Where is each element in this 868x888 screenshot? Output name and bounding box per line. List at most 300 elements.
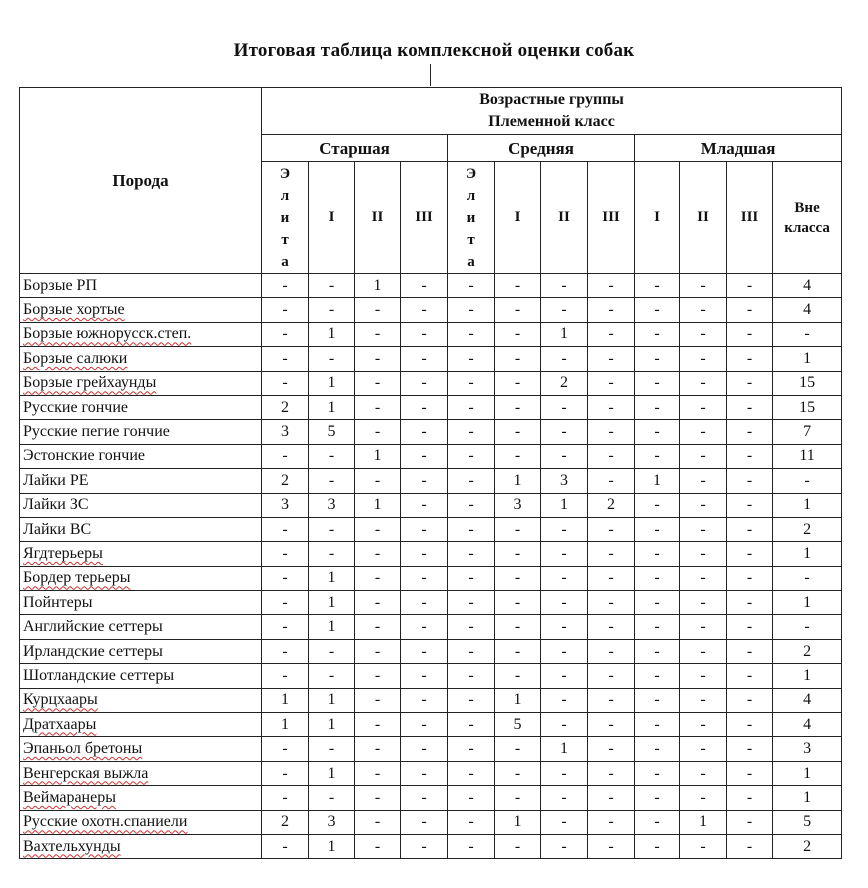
value-cell: 3: [773, 737, 842, 761]
value-cell: -: [355, 713, 401, 737]
value-cell: -: [635, 566, 680, 590]
value-cell: -: [448, 517, 495, 541]
value-cell: -: [635, 444, 680, 468]
value-cell: -: [401, 517, 448, 541]
value-cell: 5: [495, 713, 541, 737]
value-cell: -: [448, 810, 495, 834]
breed-cell: Эпаньол бретоны: [20, 737, 262, 761]
value-cell: -: [727, 688, 773, 712]
value-cell: -: [727, 274, 773, 298]
value-cell: -: [262, 761, 309, 785]
value-cell: -: [448, 469, 495, 493]
value-cell: -: [448, 688, 495, 712]
table-row: [20, 615, 842, 639]
breed-cell: Веймаранеры: [20, 786, 262, 810]
value-cell: 2: [262, 395, 309, 419]
value-cell: -: [680, 347, 727, 371]
table-row: [20, 566, 842, 590]
value-cell: -: [635, 517, 680, 541]
breed-column-header: Порода: [20, 88, 262, 274]
value-cell: -: [448, 493, 495, 517]
breed-cell: Борзые РП: [20, 274, 262, 298]
table-row: [20, 469, 842, 493]
value-cell: -: [727, 737, 773, 761]
value-cell: -: [401, 420, 448, 444]
value-cell: -: [588, 688, 635, 712]
value-cell: -: [262, 347, 309, 371]
value-cell: -: [541, 615, 588, 639]
value-cell: -: [309, 664, 355, 688]
value-cell: -: [680, 493, 727, 517]
age-middle-header: Средняя: [448, 135, 635, 162]
value-cell: -: [727, 420, 773, 444]
table-row: [20, 810, 842, 834]
value-cell: -: [495, 566, 541, 590]
table-row: [20, 786, 842, 810]
value-cell: -: [541, 786, 588, 810]
value-cell: -: [401, 395, 448, 419]
table-row: [20, 322, 842, 346]
table-row: [20, 420, 842, 444]
value-cell: 15: [773, 395, 842, 419]
value-cell: -: [680, 786, 727, 810]
value-cell: 3: [309, 810, 355, 834]
value-cell: -: [401, 688, 448, 712]
value-cell: -: [727, 615, 773, 639]
value-cell: -: [448, 371, 495, 395]
value-cell: -: [448, 761, 495, 785]
value-cell: -: [635, 615, 680, 639]
value-cell: -: [727, 810, 773, 834]
class-3-header: III: [588, 162, 635, 274]
value-cell: -: [495, 591, 541, 615]
value-cell: -: [680, 322, 727, 346]
class-elite-header: Э л и т а: [448, 162, 495, 274]
value-cell: 4: [773, 298, 842, 322]
value-cell: -: [495, 274, 541, 298]
value-cell: 2: [773, 639, 842, 663]
value-cell: 11: [773, 444, 842, 468]
value-cell: -: [727, 591, 773, 615]
value-cell: 1: [680, 810, 727, 834]
value-cell: -: [680, 444, 727, 468]
value-cell: 1: [495, 469, 541, 493]
value-cell: 3: [309, 493, 355, 517]
value-cell: -: [588, 444, 635, 468]
value-cell: -: [448, 274, 495, 298]
value-cell: 1: [541, 737, 588, 761]
value-cell: -: [495, 298, 541, 322]
value-cell: -: [727, 444, 773, 468]
value-cell: -: [309, 274, 355, 298]
value-cell: -: [495, 737, 541, 761]
breed-cell: Лайки ЗС: [20, 493, 262, 517]
value-cell: -: [727, 395, 773, 419]
value-cell: -: [727, 566, 773, 590]
value-cell: 1: [309, 566, 355, 590]
value-cell: -: [309, 469, 355, 493]
value-cell: 1: [541, 493, 588, 517]
value-cell: -: [541, 834, 588, 858]
value-cell: -: [401, 713, 448, 737]
value-cell: -: [680, 664, 727, 688]
breed-cell: Русские пегие гончие: [20, 420, 262, 444]
value-cell: -: [588, 469, 635, 493]
value-cell: -: [541, 713, 588, 737]
value-cell: -: [262, 444, 309, 468]
value-cell: 1: [309, 395, 355, 419]
value-cell: 2: [541, 371, 588, 395]
value-cell: -: [355, 664, 401, 688]
value-cell: 1: [355, 444, 401, 468]
value-cell: -: [541, 517, 588, 541]
value-cell: -: [727, 298, 773, 322]
value-cell: -: [355, 834, 401, 858]
value-cell: -: [588, 664, 635, 688]
value-cell: -: [588, 810, 635, 834]
value-cell: -: [588, 761, 635, 785]
value-cell: -: [541, 395, 588, 419]
class-1-header: I: [635, 162, 680, 274]
value-cell: -: [588, 517, 635, 541]
value-cell: 1: [309, 371, 355, 395]
value-cell: -: [727, 761, 773, 785]
value-cell: -: [680, 761, 727, 785]
value-cell: -: [635, 395, 680, 419]
value-cell: -: [727, 347, 773, 371]
value-cell: 1: [635, 469, 680, 493]
value-cell: -: [448, 591, 495, 615]
value-cell: 2: [773, 834, 842, 858]
value-cell: -: [355, 371, 401, 395]
table-row: [20, 639, 842, 663]
value-cell: -: [635, 664, 680, 688]
class-1-header: I: [495, 162, 541, 274]
value-cell: -: [448, 322, 495, 346]
breed-cell: Русские гончие: [20, 395, 262, 419]
value-cell: 1: [309, 591, 355, 615]
value-cell: -: [773, 469, 842, 493]
value-cell: 3: [262, 493, 309, 517]
value-cell: -: [448, 713, 495, 737]
value-cell: -: [448, 444, 495, 468]
value-cell: 5: [773, 810, 842, 834]
value-cell: -: [448, 786, 495, 810]
value-cell: -: [355, 810, 401, 834]
table-row: [20, 713, 842, 737]
value-cell: -: [495, 517, 541, 541]
breed-cell: Русские охотн.спаниели: [20, 810, 262, 834]
value-cell: -: [401, 542, 448, 566]
value-cell: -: [309, 639, 355, 663]
value-cell: -: [448, 737, 495, 761]
value-cell: -: [588, 542, 635, 566]
value-cell: -: [262, 615, 309, 639]
value-cell: -: [680, 713, 727, 737]
text-cursor: [430, 64, 431, 86]
value-cell: -: [401, 371, 448, 395]
value-cell: -: [588, 395, 635, 419]
value-cell: -: [588, 615, 635, 639]
breed-cell: Дратхаары: [20, 713, 262, 737]
value-cell: -: [727, 664, 773, 688]
value-cell: -: [495, 834, 541, 858]
value-cell: -: [588, 639, 635, 663]
breed-cell: Борзые хортые: [20, 298, 262, 322]
value-cell: 1: [773, 591, 842, 615]
value-cell: 1: [262, 688, 309, 712]
value-cell: 4: [773, 688, 842, 712]
value-cell: -: [588, 322, 635, 346]
value-cell: -: [680, 469, 727, 493]
value-cell: -: [309, 542, 355, 566]
value-cell: -: [262, 322, 309, 346]
value-cell: -: [541, 542, 588, 566]
value-cell: -: [401, 322, 448, 346]
value-cell: -: [448, 542, 495, 566]
value-cell: -: [262, 639, 309, 663]
value-cell: -: [495, 395, 541, 419]
value-cell: 1: [309, 713, 355, 737]
value-cell: -: [680, 420, 727, 444]
value-cell: -: [680, 371, 727, 395]
breed-cell: Ягдтерьеры: [20, 542, 262, 566]
value-cell: 3: [262, 420, 309, 444]
value-cell: -: [355, 298, 401, 322]
value-cell: -: [588, 298, 635, 322]
value-cell: -: [448, 639, 495, 663]
class-3-header: III: [727, 162, 773, 274]
value-cell: -: [727, 517, 773, 541]
value-cell: -: [401, 274, 448, 298]
value-cell: 1: [773, 761, 842, 785]
value-cell: -: [635, 322, 680, 346]
value-cell: -: [541, 347, 588, 371]
value-cell: -: [495, 322, 541, 346]
value-cell: -: [262, 274, 309, 298]
table-row: [20, 298, 842, 322]
value-cell: -: [588, 786, 635, 810]
value-cell: 1: [355, 493, 401, 517]
value-cell: -: [727, 322, 773, 346]
class-1-header: I: [309, 162, 355, 274]
value-cell: -: [541, 688, 588, 712]
table-body: [20, 274, 842, 859]
value-cell: -: [635, 834, 680, 858]
class-2-header: II: [355, 162, 401, 274]
document-title: Итоговая таблица комплексной оценки собак: [233, 40, 635, 61]
value-cell: -: [588, 371, 635, 395]
value-cell: 2: [262, 810, 309, 834]
table-row: [20, 664, 842, 688]
value-cell: -: [773, 615, 842, 639]
age-groups-title: Возрастные группы: [479, 91, 624, 108]
value-cell: -: [401, 810, 448, 834]
table-row: [20, 761, 842, 785]
table-row: [20, 371, 842, 395]
value-cell: -: [635, 493, 680, 517]
value-cell: 5: [309, 420, 355, 444]
value-cell: 4: [773, 713, 842, 737]
value-cell: -: [262, 517, 309, 541]
value-cell: -: [309, 298, 355, 322]
value-cell: 1: [773, 542, 842, 566]
value-cell: -: [635, 713, 680, 737]
value-cell: -: [680, 639, 727, 663]
value-cell: -: [680, 395, 727, 419]
value-cell: -: [355, 591, 401, 615]
value-cell: 3: [495, 493, 541, 517]
value-cell: -: [495, 371, 541, 395]
value-cell: -: [541, 761, 588, 785]
value-cell: -: [355, 469, 401, 493]
value-cell: -: [635, 786, 680, 810]
value-cell: -: [355, 786, 401, 810]
value-cell: -: [262, 371, 309, 395]
value-cell: -: [355, 566, 401, 590]
value-cell: -: [541, 566, 588, 590]
value-cell: -: [401, 761, 448, 785]
value-cell: 1: [495, 688, 541, 712]
value-cell: -: [355, 517, 401, 541]
value-cell: -: [680, 737, 727, 761]
value-cell: -: [635, 542, 680, 566]
value-cell: -: [680, 615, 727, 639]
table-row: [20, 542, 842, 566]
value-cell: -: [309, 347, 355, 371]
value-cell: -: [309, 444, 355, 468]
table-row: [20, 737, 842, 761]
value-cell: -: [773, 322, 842, 346]
value-cell: -: [541, 298, 588, 322]
table-row: [20, 347, 842, 371]
value-cell: -: [401, 664, 448, 688]
table-row: [20, 444, 842, 468]
value-cell: 1: [355, 274, 401, 298]
breed-cell: Венгерская выжла: [20, 761, 262, 785]
table-row: [20, 834, 842, 858]
breeding-class-title: Племенной класс: [488, 113, 615, 130]
value-cell: -: [495, 786, 541, 810]
value-cell: -: [355, 395, 401, 419]
value-cell: -: [541, 810, 588, 834]
value-cell: -: [680, 517, 727, 541]
breed-cell: Борзые грейхаунды: [20, 371, 262, 395]
value-cell: -: [401, 444, 448, 468]
value-cell: 3: [541, 469, 588, 493]
value-cell: -: [448, 298, 495, 322]
value-cell: -: [262, 834, 309, 858]
value-cell: -: [355, 542, 401, 566]
value-cell: -: [495, 542, 541, 566]
value-cell: -: [448, 615, 495, 639]
value-cell: 7: [773, 420, 842, 444]
value-cell: 1: [309, 834, 355, 858]
value-cell: -: [401, 834, 448, 858]
value-cell: 2: [262, 469, 309, 493]
value-cell: -: [541, 274, 588, 298]
value-cell: 2: [773, 517, 842, 541]
value-cell: 1: [309, 761, 355, 785]
value-cell: -: [495, 639, 541, 663]
breed-cell: Эстонские гончие: [20, 444, 262, 468]
value-cell: -: [635, 737, 680, 761]
value-cell: -: [495, 615, 541, 639]
value-cell: 1: [262, 713, 309, 737]
value-cell: -: [401, 591, 448, 615]
value-cell: -: [448, 347, 495, 371]
value-cell: 1: [495, 810, 541, 834]
class-2-header: II: [680, 162, 727, 274]
value-cell: -: [635, 274, 680, 298]
out-of-class-header: Вне класса: [773, 162, 842, 274]
value-cell: -: [588, 274, 635, 298]
value-cell: -: [355, 737, 401, 761]
value-cell: -: [541, 591, 588, 615]
value-cell: -: [401, 347, 448, 371]
value-cell: -: [635, 688, 680, 712]
age-groups-header: [262, 88, 842, 135]
value-cell: -: [588, 713, 635, 737]
value-cell: 1: [541, 322, 588, 346]
value-cell: -: [727, 371, 773, 395]
value-cell: -: [355, 615, 401, 639]
value-cell: -: [588, 347, 635, 371]
value-cell: -: [309, 786, 355, 810]
value-cell: -: [355, 420, 401, 444]
value-cell: -: [495, 347, 541, 371]
value-cell: -: [541, 639, 588, 663]
value-cell: -: [495, 420, 541, 444]
value-cell: 1: [773, 786, 842, 810]
value-cell: -: [635, 639, 680, 663]
value-cell: -: [495, 761, 541, 785]
value-cell: -: [309, 737, 355, 761]
table-row: [20, 517, 842, 541]
value-cell: -: [588, 420, 635, 444]
value-cell: -: [588, 566, 635, 590]
value-cell: 1: [309, 322, 355, 346]
value-cell: -: [262, 542, 309, 566]
breed-cell: Шотландские сеттеры: [20, 664, 262, 688]
value-cell: -: [727, 542, 773, 566]
value-cell: 4: [773, 274, 842, 298]
breed-cell: Лайки РЕ: [20, 469, 262, 493]
value-cell: -: [635, 420, 680, 444]
value-cell: -: [680, 298, 727, 322]
value-cell: -: [401, 566, 448, 590]
value-cell: 1: [309, 615, 355, 639]
value-cell: 2: [588, 493, 635, 517]
value-cell: -: [262, 566, 309, 590]
value-cell: -: [635, 371, 680, 395]
value-cell: -: [635, 591, 680, 615]
value-cell: -: [401, 639, 448, 663]
value-cell: -: [448, 395, 495, 419]
breed-cell: Английские сеттеры: [20, 615, 262, 639]
value-cell: -: [680, 688, 727, 712]
table-row: [20, 688, 842, 712]
value-cell: -: [495, 444, 541, 468]
value-cell: -: [309, 517, 355, 541]
value-cell: -: [588, 591, 635, 615]
value-cell: -: [727, 786, 773, 810]
value-cell: 1: [773, 493, 842, 517]
value-cell: 1: [773, 347, 842, 371]
value-cell: -: [635, 810, 680, 834]
dog-evaluation-table: [19, 87, 842, 859]
value-cell: -: [727, 469, 773, 493]
